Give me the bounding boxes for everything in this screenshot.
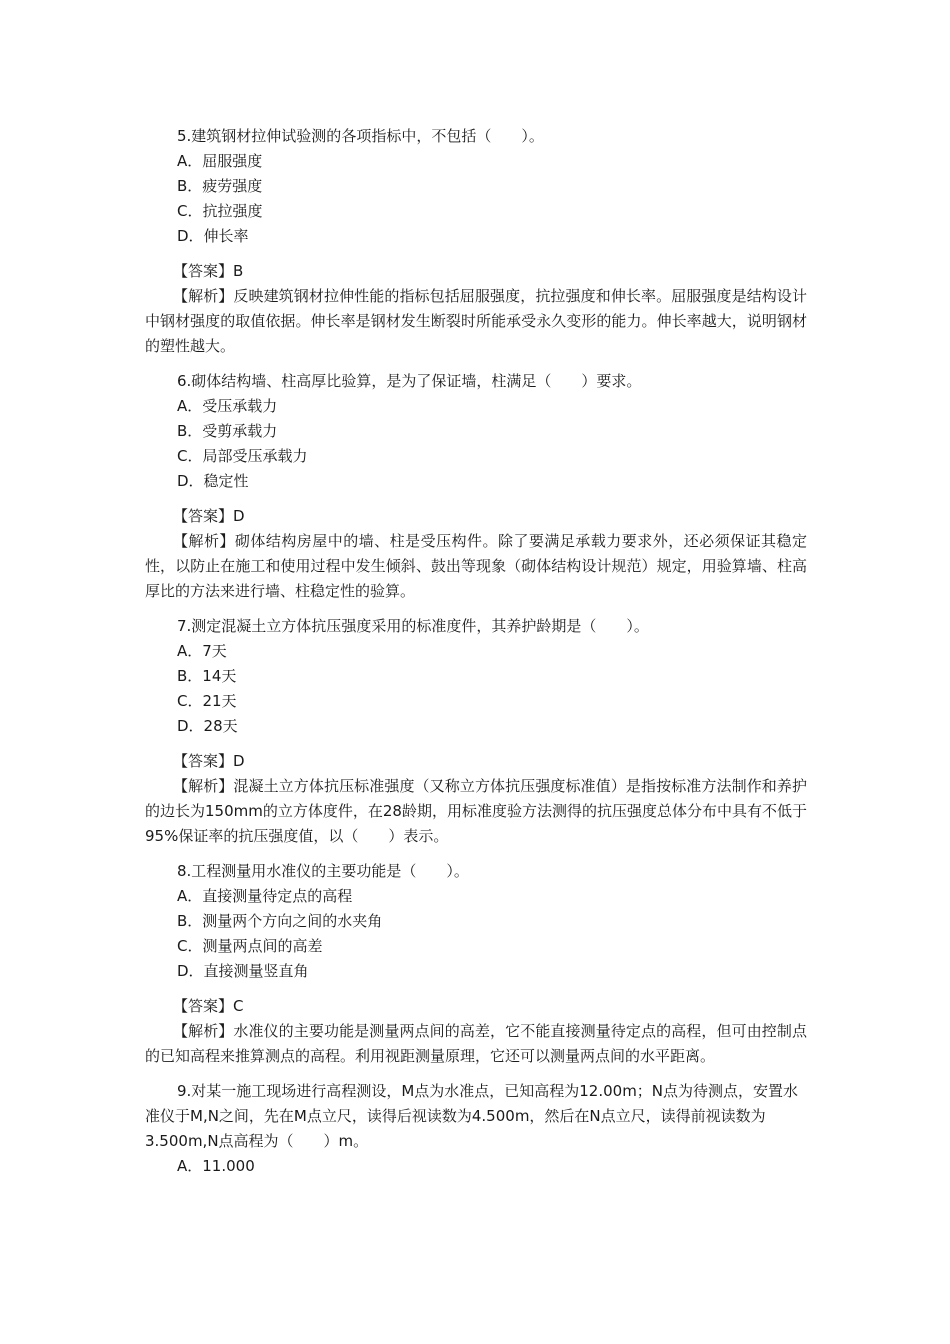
- document-page: [145, 124, 807, 1189]
- explanation: 【解析】反映建筑钢材拉伸性能的指标包括屈服强度，抗拉强度和伸长率。屈服强度是结构设计中钢材强度的取值依据。伸长率是钢材发生断裂时所能承受永久变形的能力。伸长率越大，说明钢材的塑性越大。: [145, 287, 807, 355]
- option-b: B．疲劳强度: [177, 177, 263, 195]
- option-b: B．14天: [177, 667, 237, 685]
- option-a: A．受压承载力: [177, 397, 278, 415]
- option-d: D．直接测量竖直角: [177, 962, 309, 980]
- answer: 【答案】D: [173, 752, 245, 770]
- explanation: 【解析】砌体结构房屋中的墙、柱是受压构件。除了要满足承载力要求外，还必须保证其稳定性，以防止在施工和使用过程中发生倾斜、鼓出等现象（砌体结构设计规范）规定，用验算墙、柱高厚比的方法来进行墙、柱稳定性的验算。: [145, 532, 807, 600]
- answer: 【答案】C: [173, 997, 244, 1015]
- question-7: [145, 614, 807, 849]
- question-stem: 8.工程测量用水准仪的主要功能是（ ）。: [177, 862, 469, 880]
- option-c: C．测量两点间的高差: [177, 937, 323, 955]
- question-stem: 7.测定混凝土立方体抗压强度采用的标准度件，其养护龄期是（ ）。: [177, 617, 649, 635]
- option-a: A．直接测量待定点的高程: [177, 887, 353, 905]
- answer: 【答案】B: [173, 262, 244, 280]
- question-stem: 9.对某一施工现场进行高程测设，M点为水准点，已知高程为12.00m；N点为待测点，安置水准仪于M,N之间，先在M点立尺，读得后视读数为4.500m，然后在N点立尺，读得前视读数为3.500m,N点高程为（ ）m。: [145, 1082, 799, 1150]
- option-d: D．稳定性: [177, 472, 249, 490]
- question-stem: 6.砌体结构墙、柱高厚比验算，是为了保证墙，柱满足（ ）要求。: [177, 372, 642, 390]
- answer: 【答案】D: [173, 507, 245, 525]
- question-9: [145, 1079, 807, 1179]
- question-6: [145, 369, 807, 604]
- option-a: A．7天: [177, 642, 227, 660]
- option-c: C．抗拉强度: [177, 202, 263, 220]
- option-b: B．测量两个方向之间的水夹角: [177, 912, 383, 930]
- question-8: [145, 859, 807, 1069]
- option-d: D．28天: [177, 717, 238, 735]
- option-d: D．伸长率: [177, 227, 249, 245]
- option-c: C．局部受压承载力: [177, 447, 308, 465]
- option-b: B．受剪承载力: [177, 422, 278, 440]
- option-a: A．屈服强度: [177, 152, 263, 170]
- explanation: 【解析】混凝土立方体抗压标准强度（又称立方体抗压强度标准值）是指按标准方法制作和养护的边长为150mm的立方体度件，在28龄期，用标准度验方法测得的抗压强度总体分布中具有不低于95%保证率的抗压强度值，以（ ）表示。: [145, 777, 807, 845]
- option-c: C．21天: [177, 692, 237, 710]
- question-stem: 5.建筑钢材拉伸试验测的各项指标中，不包括（ ）。: [177, 127, 544, 145]
- question-5: [145, 124, 807, 359]
- explanation: 【解析】水准仪的主要功能是测量两点间的高差，它不能直接测量待定点的高程，但可由控制点的已知高程来推算测点的高程。利用视距测量原理，它还可以测量两点间的水平距离。: [145, 1022, 807, 1065]
- option-a: A．11.000: [177, 1157, 255, 1175]
